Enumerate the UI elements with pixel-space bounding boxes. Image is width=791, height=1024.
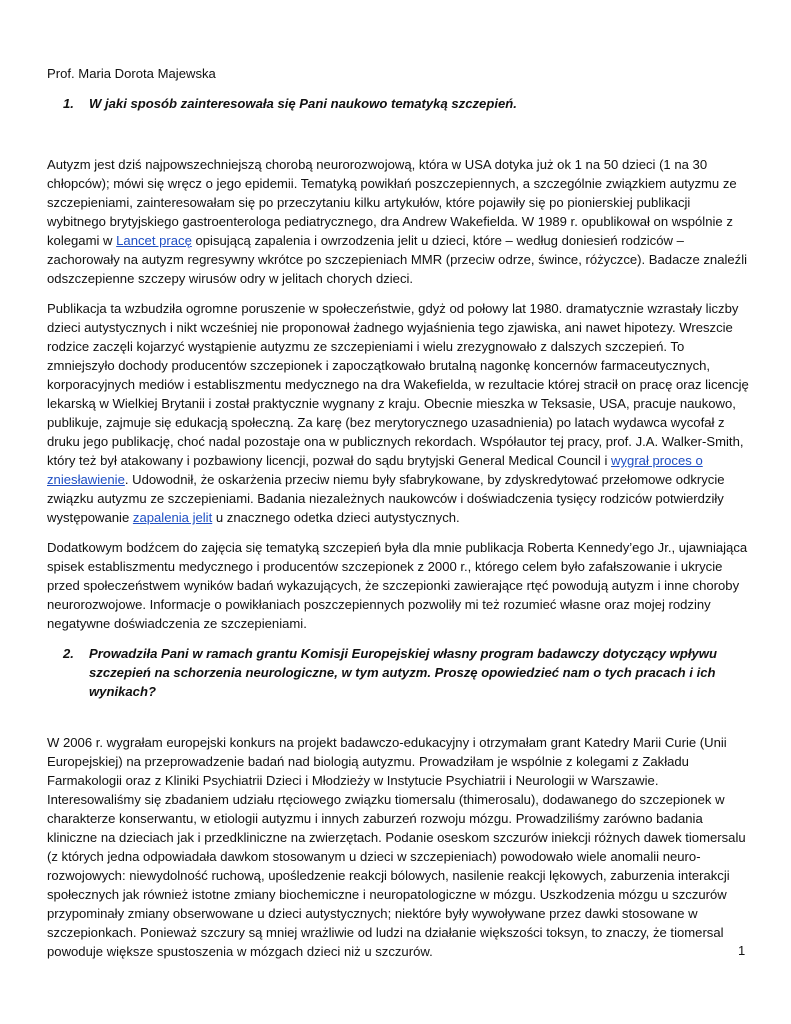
- paragraph-1-text-b: opisującą zapalenia i owrzodzenia jelit u dzieci, które – według doniesień rodziców – zachorowały na autyzm regresywny wkrótce po szczepieniach MMR (przeciw odrze, śwince, różyczce). Badacze znaleźli odszczepienne szczepy wirusów odry w jelitach chorych dzieci.: [47, 233, 748, 286]
- question-1: [47, 94, 749, 113]
- lancet-link[interactable]: Lancet pracę: [116, 233, 192, 248]
- paragraph-3: Dodatkowym bodźcem do zajęcia się tematyką szczepień była dla mnie publikacja Roberta Kennedy’ego Jr., ujawniająca spisek establiszmentu medycznego i producentów szczepionek z 2000 r., którego celem było zafałszowanie i ukrycie przed społeczeństwem wyników badań wykazujących, że szczepionki zawierające rtęć powodują autyzm i inne choroby neurorozwojowe. Informacje o powikłaniach poszczepiennych pozwoliły mi też rozumieć własne oraz mojej rodziny negatywne doświadczenia ze szczepieniami.: [47, 540, 748, 631]
- paragraph-1: [47, 155, 749, 288]
- bowel-inflammation-link[interactable]: zapalenia jelit: [132, 510, 213, 525]
- paragraph-2-text-c: u znacznego odetka dzieci autystycznych.: [212, 510, 460, 525]
- question-2-number: 2.: [63, 646, 74, 661]
- paragraph-1-text-a: Autyzm jest dziś najpowszechniejszą chorobą neurorozwojową, która w USA dotyka już ok 1 na 50 dzieci (1 na 30 chłopców); mówi się wręcz o jego epidemii. Tematyką powikłań poszczepiennych, a szczególnie związkiem autyzmu ze szczepieniami, zainteresowałam się po przeczytaniu kilku artykułów, które pojawiły się po pionierskiej publikacji wybitnego brytyjskiego gastroenterologa pediatrycznego, dra Andrew Wakefielda. W 1989 r. opublikował on wspólnie z kolegami w: [47, 157, 737, 248]
- paragraph-2-text-b: . Udowodnił, że oskarżenia przeciw niemu były sfabrykowane, by zdyskredytować przełomowe odkrycie związku autyzmu ze szczepieniami. Badania niezależnych naukowców i doświadczenia tysięcy rodziców potwierdziły występowanie: [47, 472, 725, 525]
- question-1-number: 1.: [63, 96, 74, 111]
- question-1-text: W jaki sposób zainteresowała się Pani naukowo tematyką szczepień.: [89, 96, 517, 111]
- defamation-case-link[interactable]: wygrał proces o zniesławienie: [47, 453, 703, 487]
- question-2-text: Prowadziła Pani w ramach grantu Komisji Europejskiej własny program badawczy dotyczący wpływu szczepień na schorzenia neurologiczne, w tym autyzm. Proszę opowiedzieć nam o tych pracach i ich wynikach?: [89, 646, 717, 699]
- question-2: [47, 644, 749, 701]
- page-number: 1: [738, 943, 746, 958]
- paragraph-2: [47, 299, 749, 527]
- author-name: Prof. Maria Dorota Majewska: [47, 66, 216, 81]
- paragraph-4: W 2006 r. wygrałam europejski konkurs na projekt badawczo-edukacyjny i otrzymałam grant Katedry Marii Curie (Unii Europejskiej) na przeprowadzenie badań nad biologią autyzmu. Prowadziłam je wspólnie z kolegami z Zakładu Farmakologii oraz z Kliniki Psychiatrii Dzieci i Młodzieży w Instytucie Psychiatrii i Neurologii w Warszawie. Interesowaliśmy się zbadaniem udziału rtęciowego związku tiomersalu (thimerosalu), dodawanego do szczepionek w charakterze konserwantu, w etiologii autyzmu i innych zaburzeń rozwoju mózgu. Prowadziliśmy zarówno badania kliniczne na dzieciach jak i przedkliniczne na zwierzętach. Podanie oseskom szczurów iniekcji różnych dawek tiomersalu (z których jedna odpowiadała dawkom stosowanym u dzieci w szczepieniach) powodowało wiele anomalii neuro-rozwojowych: niewydolność ruchową, upośledzenie reakcji bólowych, nasilenie reakcji lękowych, zaburzenia interakcji społecznych jak również istotne zmiany biochemiczne i neuropatologiczne w mózgu. Uszkodzenia mózgu u szczurów przypominały zmiany obserwowane u dzieci autystycznych; niektóre były wywoływane przez dawki stosowane w szczepionkach. Ponieważ szczury są mniej wrażliwie od ludzi na działanie większości toksyn, to znaczy, że tiomersal powoduje większe spustoszenia w mózgach dzieci niż u szczurów.: [47, 735, 746, 959]
- paragraph-2-text-a: Publikacja ta wzbudziła ogromne poruszenie w społeczeństwie, gdyż od połowy lat 1980. dramatycznie wzrastały liczby dzieci autystycznych i nikt wcześniej nie proponował żadnego wyjaśnienia tego zjawiska, ani nawet hipotezy. Wreszcie rodzice zaczęli kojarzyć wystąpienie autyzmu ze szczepieniami i wielu zrezygnowało z dalszych szczepień. To zmniejszyło dochody producentów szczepionek i zapoczątkowało brutalną nagonkę koncernów farmaceutycznych, korporacyjnych mediów i establiszmentu medycznego na dra Wakefielda, w rezultacie której stracił on pracę oraz licencję lekarską w Wielkiej Brytanii i został praktycznie wygnany z kraju. Obecnie mieszka w Teksasie, USA, pracuje naukowo, publikuje, zajmuje się edukacją społeczną. Za karę (bez merytorycznego uzasadnienia) po latach wydawca wycofał z druku jego publikację, choć nadal pozostaje ona w publicznych rekordach. Współautor tej pracy, prof. J.A. Walker-Smith, który też był atakowany i pozbawiony licencji, pozwał do sądu brytyjski General Medical Council i: [47, 301, 749, 468]
